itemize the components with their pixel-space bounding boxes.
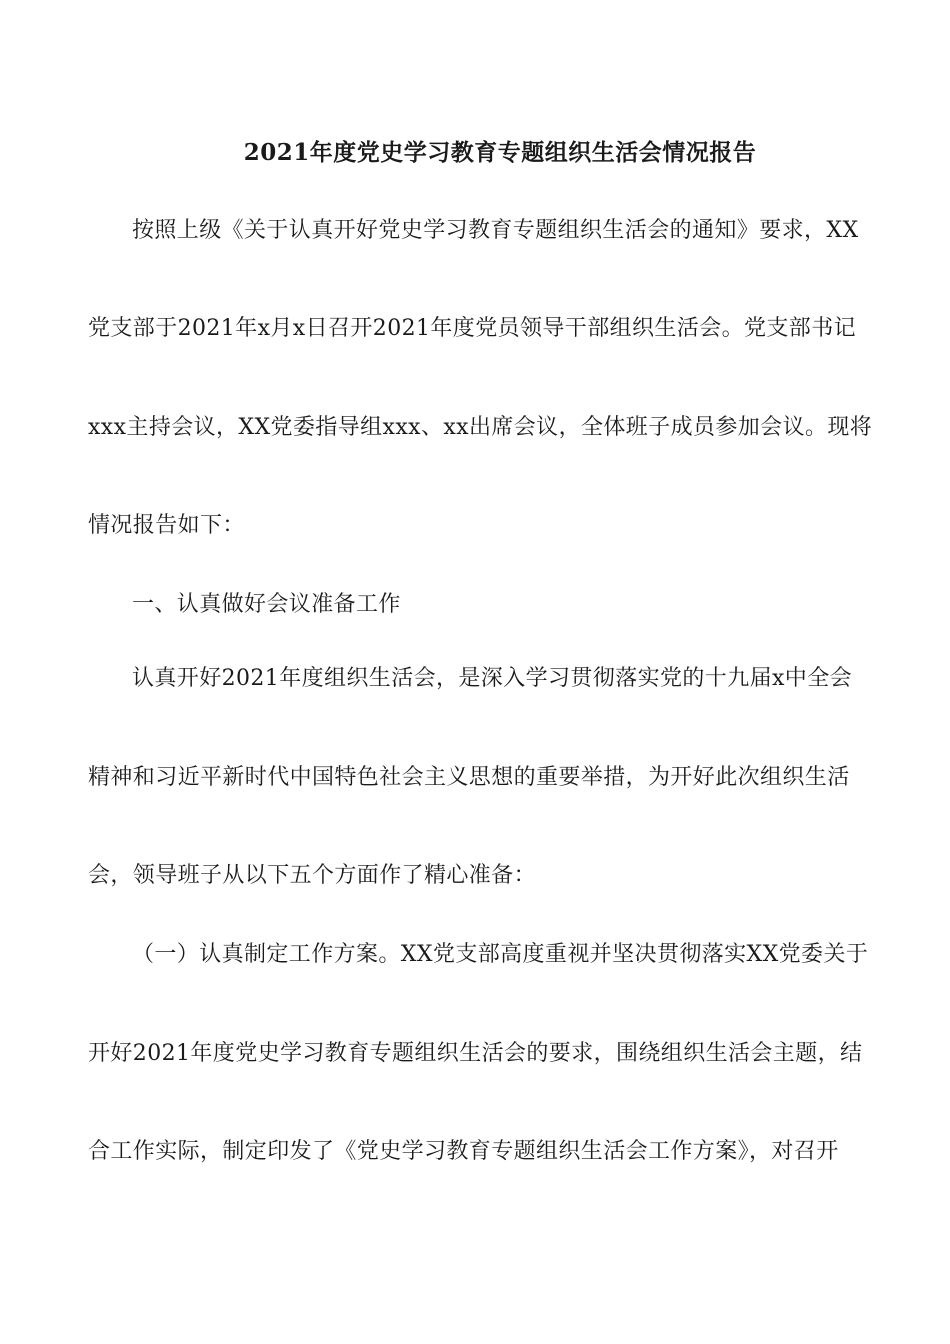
paragraph-line: 会，领导班子从以下五个方面作了精心准备： xyxy=(88,863,537,888)
paragraph-line: 按照上级《关于认真开好党史学习教育专题组织生活会的通知》要求，XX xyxy=(132,218,859,243)
document-title: 2021年度党史学习教育专题组织生活会情况报告 xyxy=(243,139,757,166)
section-heading: 一、认真做好会议准备工作 xyxy=(132,592,401,617)
paragraph-line: 情况报告如下： xyxy=(88,513,245,538)
paragraph-line: （一）认真制定工作方案。XX党支部高度重视并坚决贯彻落实XX党委关于 xyxy=(132,942,869,967)
paragraph-line: 认真开好2021年度组织生活会，是深入学习贯彻落实党的十九届x中全会 xyxy=(132,666,852,691)
paragraph-line: 合工作实际，制定印发了《党史学习教育专题组织生活会工作方案》，对召开 xyxy=(88,1139,839,1164)
paragraph-line: 精神和习近平新时代中国特色社会主义思想的重要举措，为开好此次组织生活 xyxy=(88,765,850,790)
paragraph-line: 党支部于2021年x月x日召开2021年度党员领导干部组织生活会。党支部书记 xyxy=(88,316,856,341)
paragraph-line: 开好2021年度党史学习教育专题组织生活会的要求，围绕组织生活会主题，结 xyxy=(88,1041,863,1066)
paragraph-line: xxx主持会议，XX党委指导组xxx、xx出席会议，全体班子成员参加会议。现将 xyxy=(88,415,873,440)
